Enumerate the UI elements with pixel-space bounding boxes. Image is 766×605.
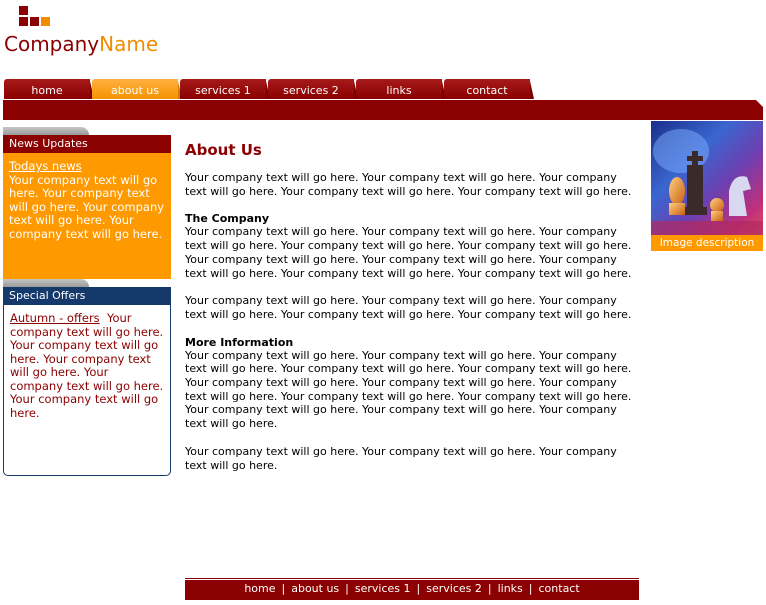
footer-link-about-us[interactable]: about us [291,582,340,595]
footer-nav [185,577,639,599]
news-updates-header [3,127,173,153]
news-text: Your company text will go here. Your company text will go here. Your company text will go here. Your company text will go here. [9,172,165,241]
main-content [185,140,640,472]
todays-news-link[interactable]: Todays news [9,159,82,173]
footer-separator: | [416,582,421,595]
tab-links[interactable]: links [356,79,442,99]
footer-separator: | [528,582,533,595]
company-heading: The Company [185,212,270,226]
footer-link-home[interactable]: home [244,582,276,595]
more-info-heading: More Information [185,335,294,349]
chess-pieces-image [651,121,763,235]
more-info-paragraph-1: Your company text will go here. Your company text will go here. Your company text will go here. Your company text will go here. Your company text will go here. Your company text will go here. Your company text will go here. Your company text will go here. Your company text will go here. Your company text will go here. Your company text will go here. Your company text will go here. Your company text will go here. [185,348,632,431]
company-name [4,32,158,56]
page-title: About Us [185,141,262,159]
company-paragraph-1: Your company text will go here. Your company text will go here. Your company text will go here. Your company text will go here. Your company text will go here. Your company text will go here. Your company text will go here. Your company text will go here. Your company text will go here. Your company text will go here. [185,225,632,280]
tab-about-us[interactable]: about us [92,79,178,99]
news-updates-panel [3,153,171,279]
chess-image-icon [651,121,763,235]
footer-link-contact[interactable]: contact [538,582,580,595]
offers-text: Your company text will go here. Your company text will go here. Your company text will go here. Your company text will go here. Your company text will go here. [10,311,164,420]
footer-separator: | [487,582,492,595]
company-paragraph-2: Your company text will go here. Your company text will go here. Your company text will go here. Your company text will go here. Your company text will go here. [185,294,632,321]
offers-header-tab-decoration [3,279,89,287]
special-offers-header [3,279,173,305]
tab-services-1[interactable]: services 1 [180,79,266,99]
intro-paragraph: Your company text will go here. Your company text will go here. Your company text will go here. Your company text will go here. Your company text will go here. [185,171,632,198]
tab-services-2[interactable]: services 2 [268,79,354,99]
company-name-part1: Company [4,32,100,56]
news-updates-title: News Updates [3,135,171,153]
tab-home[interactable]: home [4,79,90,99]
tab-contact[interactable]: contact [444,79,530,99]
footer-bottom-line [185,598,639,600]
company-name-part2: Name [99,32,159,56]
autumn-offers-link[interactable]: Autumn - offers [10,311,100,325]
footer-separator: | [281,582,286,595]
footer-link-services-1[interactable]: services 1 [354,582,411,595]
footer-separator: | [345,582,349,595]
special-offers-panel [3,305,171,476]
image-caption: Image description [651,235,763,251]
special-offers-title: Special Offers [3,287,171,305]
logo-squares-icon [18,6,58,28]
footer-link-links[interactable]: links [497,582,523,595]
news-header-tab-decoration [3,127,89,135]
nav-red-bar [3,99,763,120]
footer-link-services-2[interactable]: services 2 [426,582,482,595]
more-info-paragraph-2: Your company text will go here. Your company text will go here. Your company text will go here. [185,444,617,472]
